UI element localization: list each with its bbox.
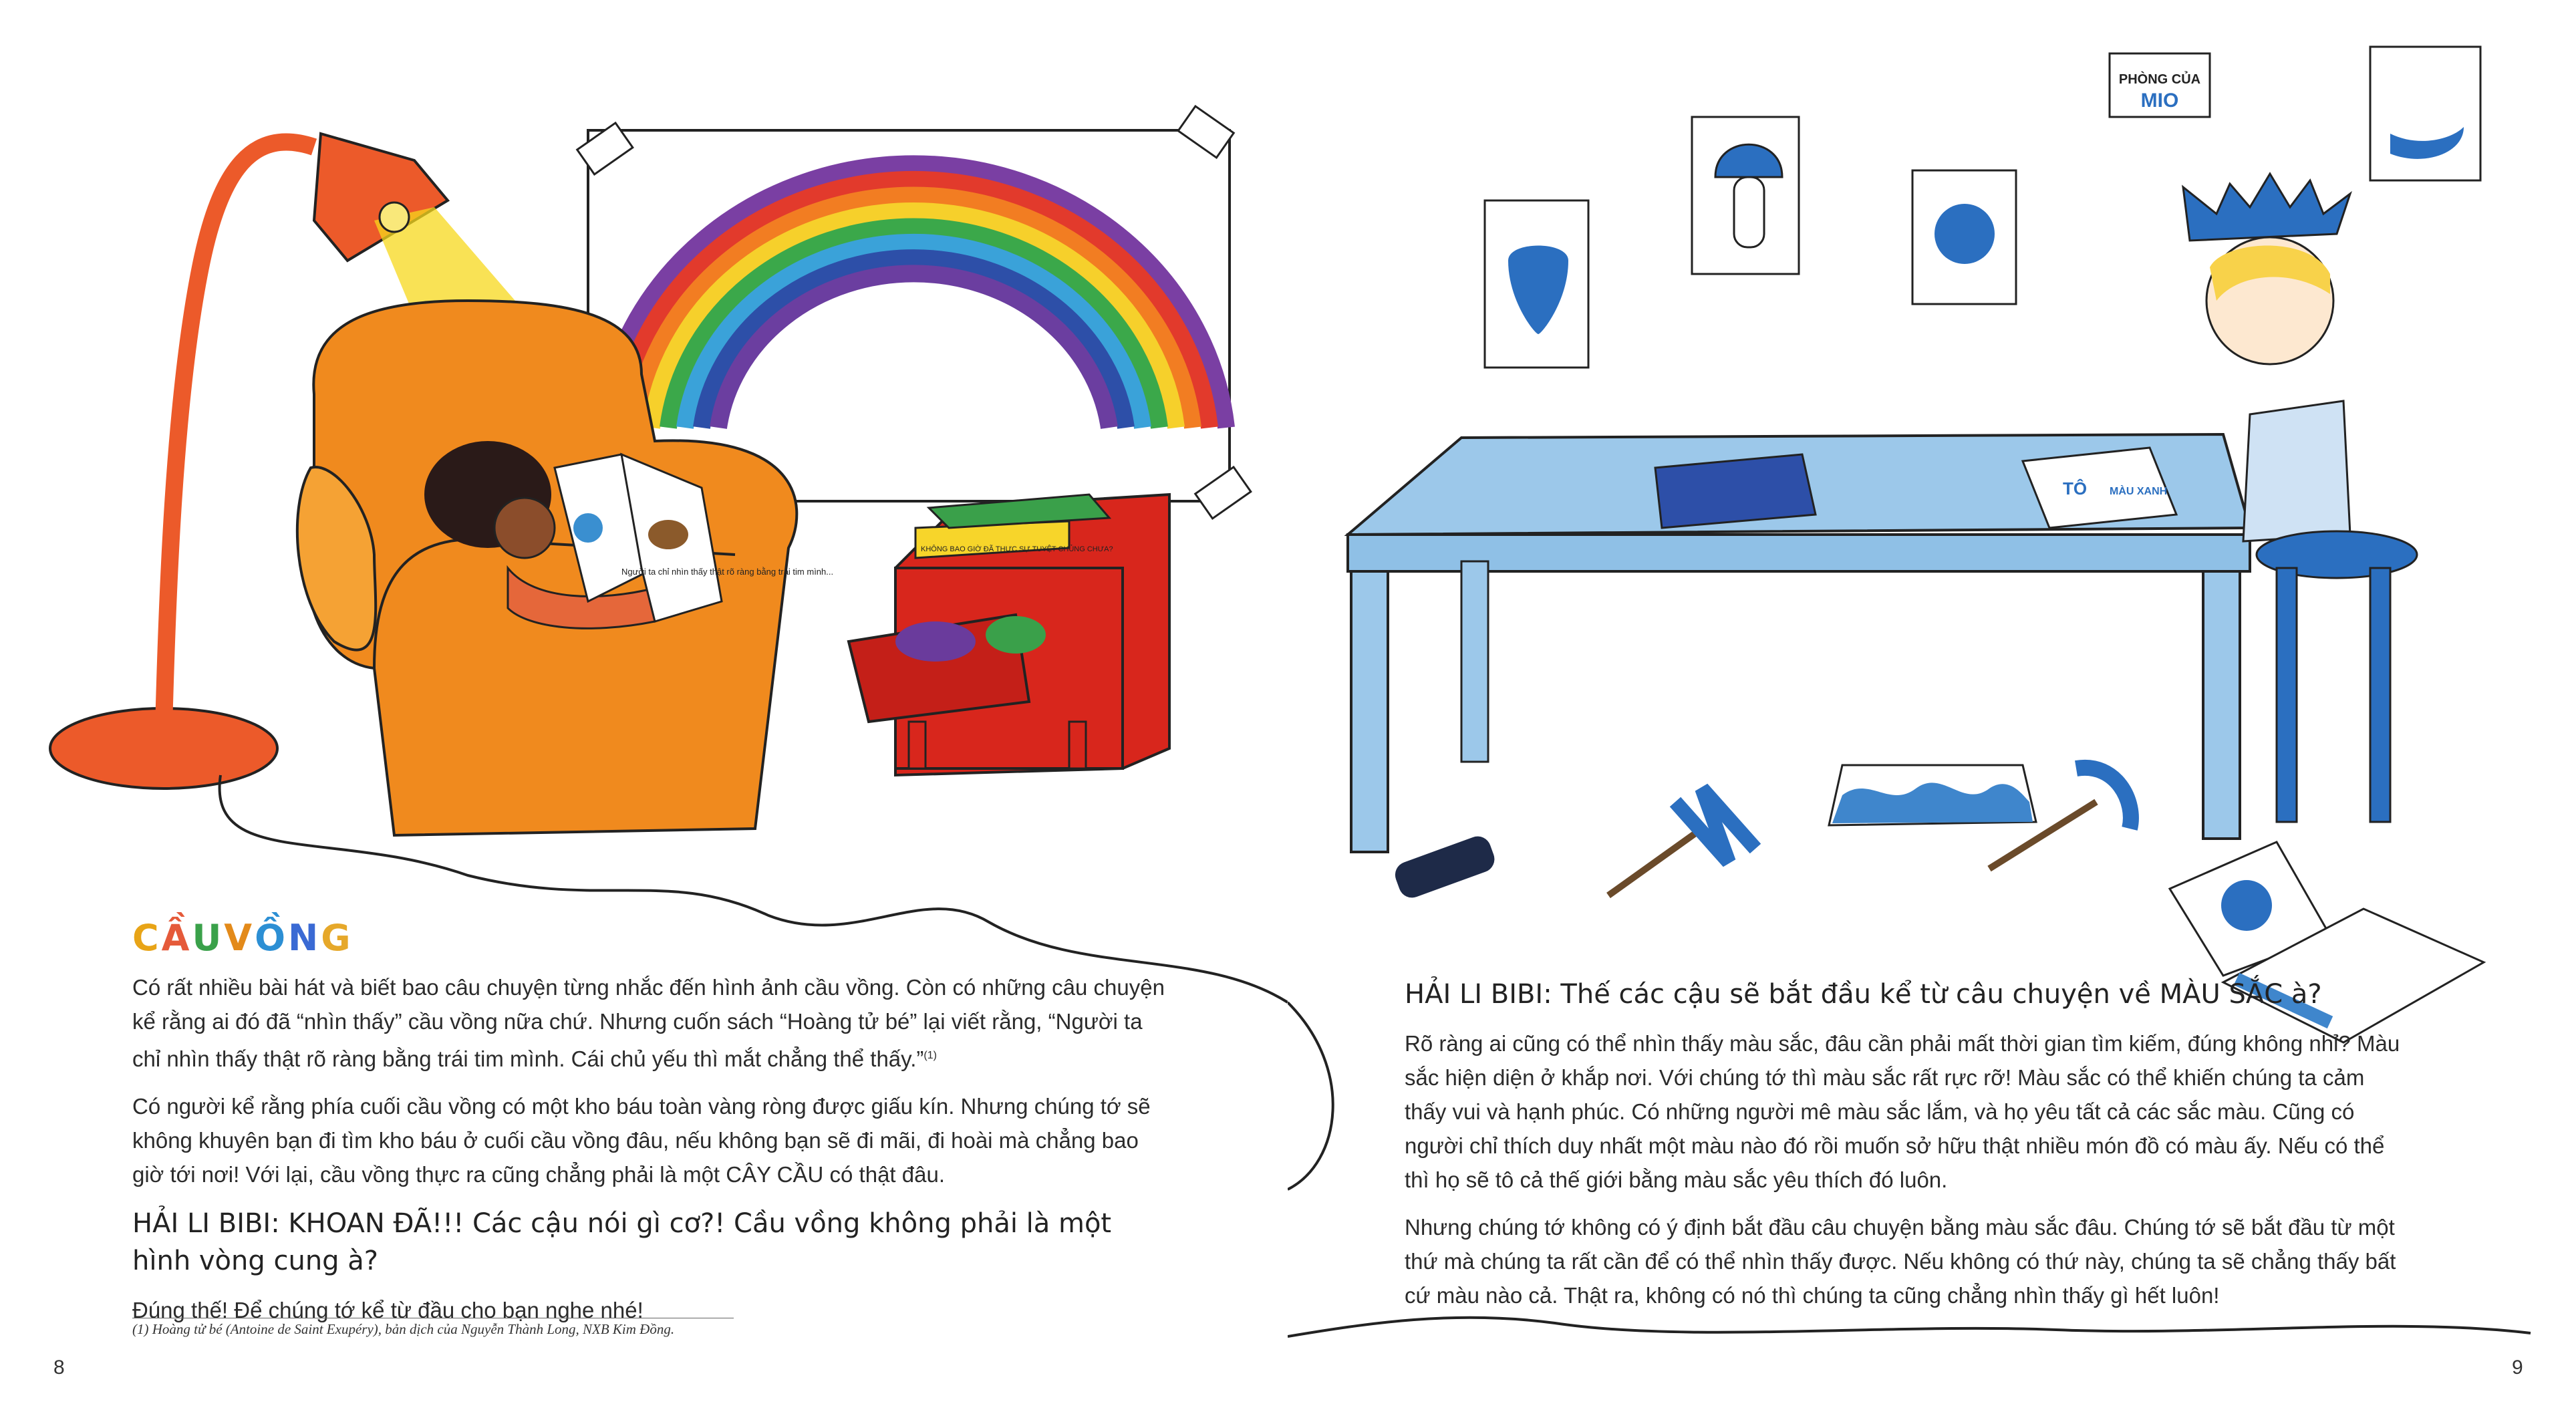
- left-closing: Đúng thế! Để chúng tớ kể từ đầu cho bạn nghe nhé!: [132, 1298, 643, 1322]
- right-body: [1405, 976, 2400, 1326]
- title-letter: N: [288, 917, 321, 959]
- blue-stool: [2257, 531, 2417, 822]
- banana-picture: [2370, 47, 2480, 180]
- page-title: [132, 917, 353, 959]
- page-number-right: 9: [2512, 1357, 2523, 1379]
- left-body: [132, 970, 1175, 1340]
- right-paragraph-1: Rõ ràng ai cũng có thể nhìn thấy màu sắc, đâu cần phải mất thời gian tìm kiếm, đúng không nhỉ? Màu sắc hiện diện ở khắp nơi. Với chúng tớ thì màu sắc rất rực rỡ! Màu sắc có thể khiến chúng ta cảm thấy vui và hạnh phúc. Có những người mê màu sắc lắm, và họ yêu tất cả các sắc màu. Cũng có người chỉ thích duy nhất một màu nào đó rồi muốn sở hữu thật nhiều món đồ có màu ấy. Nếu có thể thì họ sẽ tô cả thế giới bằng màu sắc yêu thích đó luôn.: [1405, 1031, 2400, 1192]
- footnote-marker: (1): [923, 1050, 937, 1061]
- drawing-text-right: MÀU XANH: [2110, 486, 2168, 497]
- title-letter: C: [132, 917, 162, 959]
- title-letter: U: [192, 917, 225, 959]
- right-dialogue: HẢI LI BIBI: Thế các cậu sẽ bắt đầu kể từ câu chuyện về MÀU SẮC à?: [1405, 979, 2322, 1010]
- book-spine-text: KHÔNG BAO GIỜ ĐÃ THỰC SỰ TUYỆT CHỦNG CHƯA?: [921, 545, 1113, 553]
- right-paragraph-2: Nhưng chúng tớ không có ý định bắt đầu câu chuyện bằng màu sắc đâu. Chúng tớ sẽ bắt đầu từ một thứ mà chúng ta rất cần để có thể nhìn thấy được. Nếu không có thứ này, chúng ta sẽ chẳng thấy bất cứ màu nào cả. Thật ra, không có nó thì chúng ta cũng chẳng nhìn thấy gì hết luôn!: [1405, 1215, 2396, 1308]
- left-dialogue: HẢI LI BIBI: KHOAN ĐÃ!!! Các cậu nói gì cơ?! Cầu vồng không phải là một hình vòng cung à?: [132, 1208, 1112, 1276]
- mushroom-picture: [1692, 117, 1799, 274]
- title-letter: Ầ: [161, 917, 192, 959]
- door-sign-line1: PHÒNG CỦA: [2118, 72, 2201, 87]
- left-paragraph-2: Có người kể rằng phía cuối cầu vồng có một kho báu toàn vàng ròng được giấu kín. Nhưng chúng tớ sẽ không khuyên bạn đi tìm kho báu ở cuối cầu vồng đâu, nếu không bạn sẽ đi mãi, đi hoài mà chẳng bao giờ tới nơi! Với lại, cầu vồng thực ra cũng chẳng phải là một CÂY CẦU có thật đâu.: [132, 1094, 1151, 1187]
- right-page: [1288, 0, 2576, 1426]
- page-number-left: 8: [53, 1357, 65, 1379]
- page-title-text: [132, 917, 353, 959]
- red-cabinet: [849, 494, 1169, 775]
- title-letter: V: [224, 917, 255, 959]
- title-letter: Ồ: [255, 917, 288, 959]
- left-paragraph-1-text: Có rất nhiều bài hát và biết bao câu chuyện từng nhắc đến hình ảnh cầu vồng. Còn có những câu chuyện kể rằng ai đó đã “nhìn thấy” cầu vồng nữa chứ. Nhưng cuốn sách “Hoàng tử bé” lại viết rằng, “Người ta chỉ nhìn thấy thật rõ ràng bằng trái tim mình. Cái chủ yếu thì mắt chẳng thể thấy.”: [132, 975, 1165, 1071]
- strawberry-picture: [1485, 200, 1588, 368]
- book-page-text: Người ta chỉ nhìn thấy thật rõ ràng bằng trái tim mình...: [621, 567, 834, 577]
- title-letter: G: [321, 917, 353, 959]
- left-paragraph-1: [132, 970, 1175, 1076]
- footnote: (1) Hoàng tử bé (Antoine de Saint Exupéry), bản dịch của Nguyễn Thành Long, NXB Kim Đồng.: [132, 1318, 734, 1338]
- apple-picture: [1912, 170, 2016, 304]
- drawing-text-left: TÔ: [2063, 478, 2088, 498]
- door-sign: [2110, 53, 2210, 117]
- door-sign-line2: MIO: [2140, 90, 2179, 112]
